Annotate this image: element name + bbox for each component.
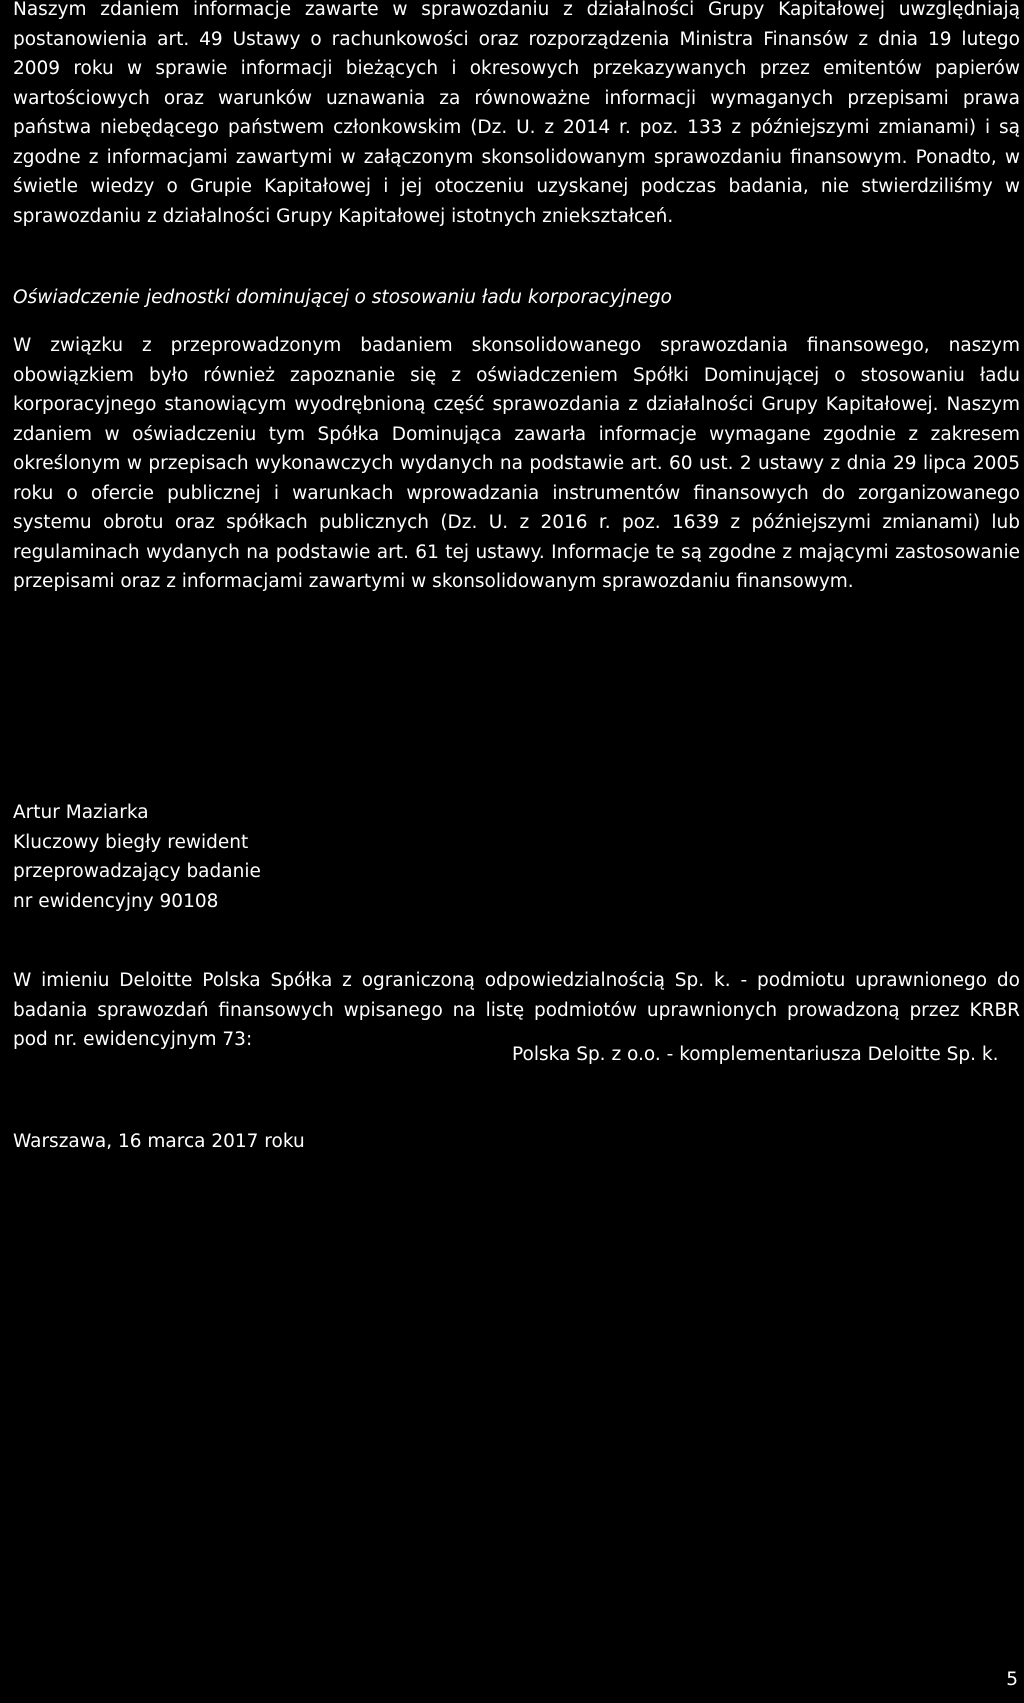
signer-name: Artur Maziarka bbox=[13, 802, 149, 823]
firm-paragraph: W imieniu Deloitte Polska Spółka z ograniczoną odpowiedzialnością Sp. k. - podmiotu uprawnionego do badania sprawozdań finansowych wpisanego na listę podmiotów uprawnionych prowadzoną przez KRBR pod nr. ewidencyjnym 73: bbox=[13, 970, 1020, 1050]
intro-paragraph: Naszym zdaniem informacje zawarte w sprawozdaniu z działalności Grupy Kapitałowej uwzględniają postanowienia art. 49 Ustawy o rachunkowości oraz rozporządzenia Ministra Finansów z dnia 19 lutego 2009 roku w sprawie informacji bieżących i okresowych przekazywanych przez emitentów papierów wartościowych oraz warunków uznawania za równoważne informacji wymaganych przepisami prawa państwa niebędącego państwem członkowskim (Dz. U. z 2014 r. poz. 133 z późniejszymi zmianami) i są zgodne z informacjami zawartymi w załączonym skonsolidowanym sprawozdaniu finansowym. Ponadto, w świetle wiedzy o Grupie Kapitałowej i jej otoczeniu uzyskanej podczas badania, nie stwierdziliśmy w sprawozdaniu z działalności Grupy Kapitałowej istotnych zniekształceń. bbox=[13, 0, 1020, 227]
partner-text: Polska Sp. z o.o. - komplementariusza Deloitte Sp. k. bbox=[512, 1044, 999, 1065]
page-number: 5 bbox=[1006, 1669, 1018, 1690]
place-date: Warszawa, 16 marca 2017 roku bbox=[13, 1131, 305, 1152]
signer-block bbox=[13, 798, 261, 916]
section-heading: Oświadczenie jednostki dominującej o stosowaniu ładu korporacyjnego bbox=[13, 287, 672, 308]
statement-paragraph: W związku z przeprowadzonym badaniem skonsolidowanego sprawozdania finansowego, naszym obowiązkiem było również zapoznanie się z oświadczeniem Spółki Dominującej o stosowaniu ładu korporacyjnego stanowiącym wyodrębnioną część sprawozdania z działalności Grupy Kapitałowej. Naszym zdaniem w oświadczeniu tym Spółka Dominująca zawarła informacje wymagane zgodnie z zakresem określonym w przepisach wykonawczych wydanych na podstawie art. 60 ust. 2 ustawy z dnia 29 lipca 2005 roku o ofercie publicznej i warunkach wprowadzania instrumentów finansowych do zorganizowanego systemu obrotu oraz spółkach publicznych (Dz. U. z 2016 r. poz. 1639 z późniejszymi zmianami) lub regulaminach wydanych na podstawie art. 61 tej ustawy. Informacje te są zgodne z mającymi zastosowanie przepisami oraz z informacjami zawartymi w skonsolidowanym sprawozdaniu finansowym. bbox=[13, 335, 1020, 592]
signer-role-detail: przeprowadzający badanie bbox=[13, 861, 261, 882]
signer-role: Kluczowy biegły rewident bbox=[13, 831, 249, 853]
signer-registration: nr ewidencyjny 90108 bbox=[13, 890, 219, 912]
